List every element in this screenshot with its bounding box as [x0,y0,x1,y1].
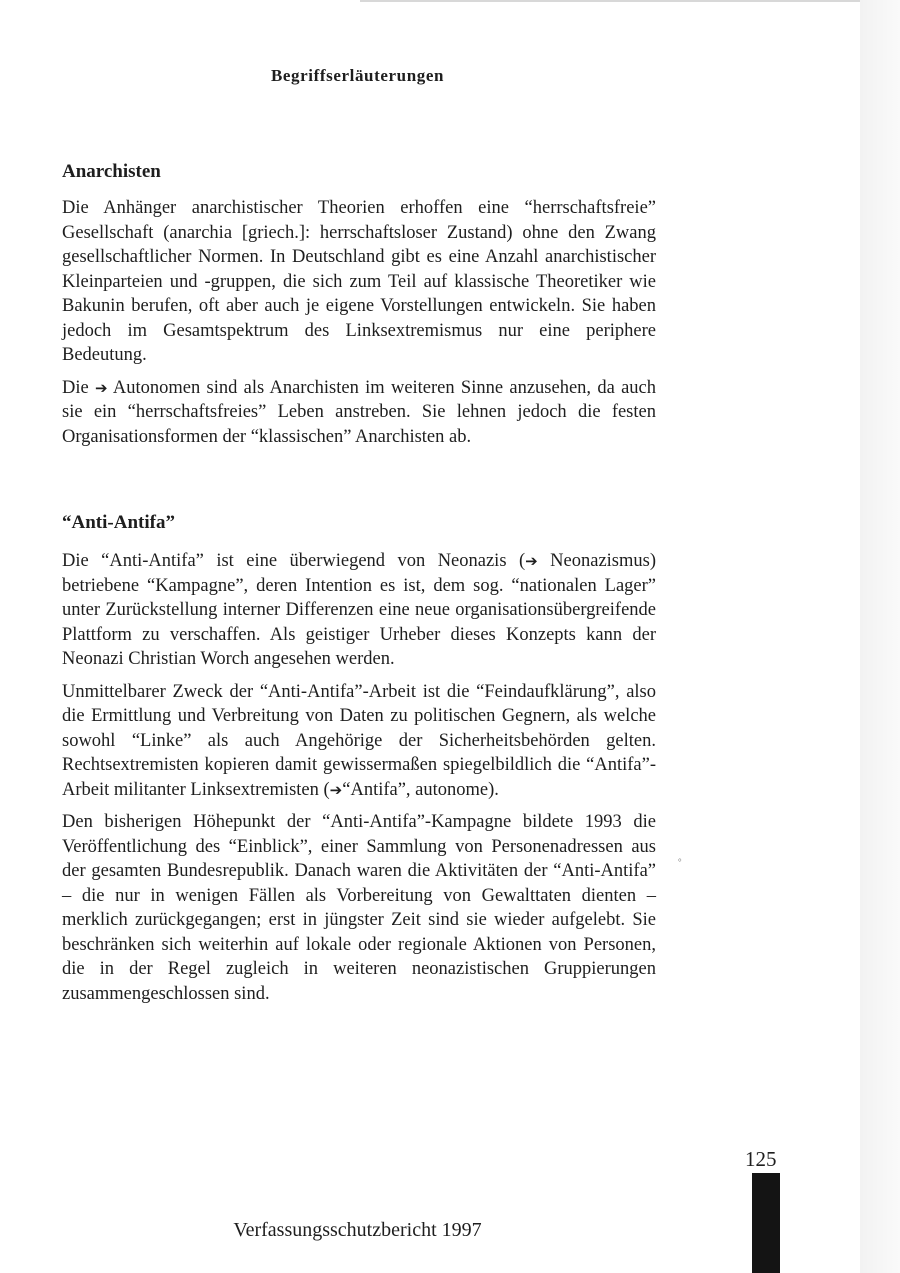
cross-reference-arrow-icon: ➔ [95,378,108,397]
page-right-edge [860,0,900,1273]
paragraph-text: Die “Anti-Antifa” ist eine überwiegend von Neonazis ( [62,551,526,571]
paragraph [62,376,656,450]
section-title: Anarchisten [62,161,161,182]
page-top-edge [360,0,860,2]
page-content [62,160,656,1014]
paragraph: Die Anhänger anarchistischer Theorien erhoffen eine “herrschaftsfreie” Gesellschaft (anarchia [griech.]: herrschaftsloser Zustand) ohne den Zwang gesellschaftlicher Normen. In Deutschland gibt es eine Anzahl anarchistischer Kleinparteien und -gruppen, die sich zum Teil auf klassische Theoretiker wie Bakunin berufen, oft aber auch je eigene Vorstellungen entwickeln. Sie haben jedoch im Gesamtspektrum des Linksextremismus nur eine periphere Bedeutung. [62,198,656,365]
running-header: Begriffserläuterungen [270,66,445,85]
paragraph-text: “Antifa”, autonome). [342,779,499,800]
paragraph-text: Die [62,377,96,398]
page-footer: Verfassungsschutzbericht 1997 [233,1219,482,1241]
paragraph [62,680,656,803]
section-title: “Anti-Antifa” [62,512,175,533]
page-number: 125 [745,1147,777,1171]
paragraph: Den bisherigen Höhepunkt der “Anti-Antifa”-Kampagne bildete 1993 die Veröffentlichung des “Einblick”, einer Sammlung von Personenadressen aus der gesamten Bundesrepublik. Danach waren die Aktivitäten der “Anti-Antifa” – die nur in wenigen Fällen als Vorbereitung von Gewalttaten dienten – merklich zurückgegangen; erst in jüngster Zeit sind sie wieder aufgelebt. Sie beschränken sich weiterhin auf lokale oder regionale Aktionen von Personen, die in der Regel zugleich in weiteren neonazistischen Gruppierungen zusammengeschlossen sind. [62,812,656,1004]
section-anti-antifa [62,511,656,1006]
cross-reference-arrow-icon: ➔ [525,552,538,570]
section-anarchisten [62,160,656,449]
paragraph-text: Autonomen sind als Anarchisten im weiteren Sinne anzusehen, da auch sie ein “herrschaftsfreies” Leben anstreben. Sie lehnen jedoch die festen Organisationsformen der “klassischen” Anarchisten ab. [62,377,656,447]
thumb-index-tab [752,1173,780,1273]
stray-mark: ° [678,857,682,867]
paragraph-text: Unmittelbarer Zweck der “Anti-Antifa”-Arbeit ist die “Feindaufklärung”, also die Ermittlung und Verbreitung von Daten zu politischen Gegnern, als welche sowohl “Linke” als auch Angehörige der Sicherheitsbehörden gelten. Rechtsextremisten kopieren damit gewissermaßen spiegelbildlich die “Antifa”-Arbeit militanter Linksextremisten ( [62,681,656,800]
cross-reference-arrow-icon: ➔ [329,780,343,799]
paragraph-text: Neonazismus) betriebene “Kampagne”, deren Intention es ist, dem sog. “nationalen Lager” unter Zurückstellung interner Differenzen eine neue organisationsübergreifende Plattform zu verschaffen. Als geistiger Urheber dieses Konzepts kann der Neonazi Christian Worch angesehen werden. [62,551,656,669]
paragraph [62,549,656,672]
